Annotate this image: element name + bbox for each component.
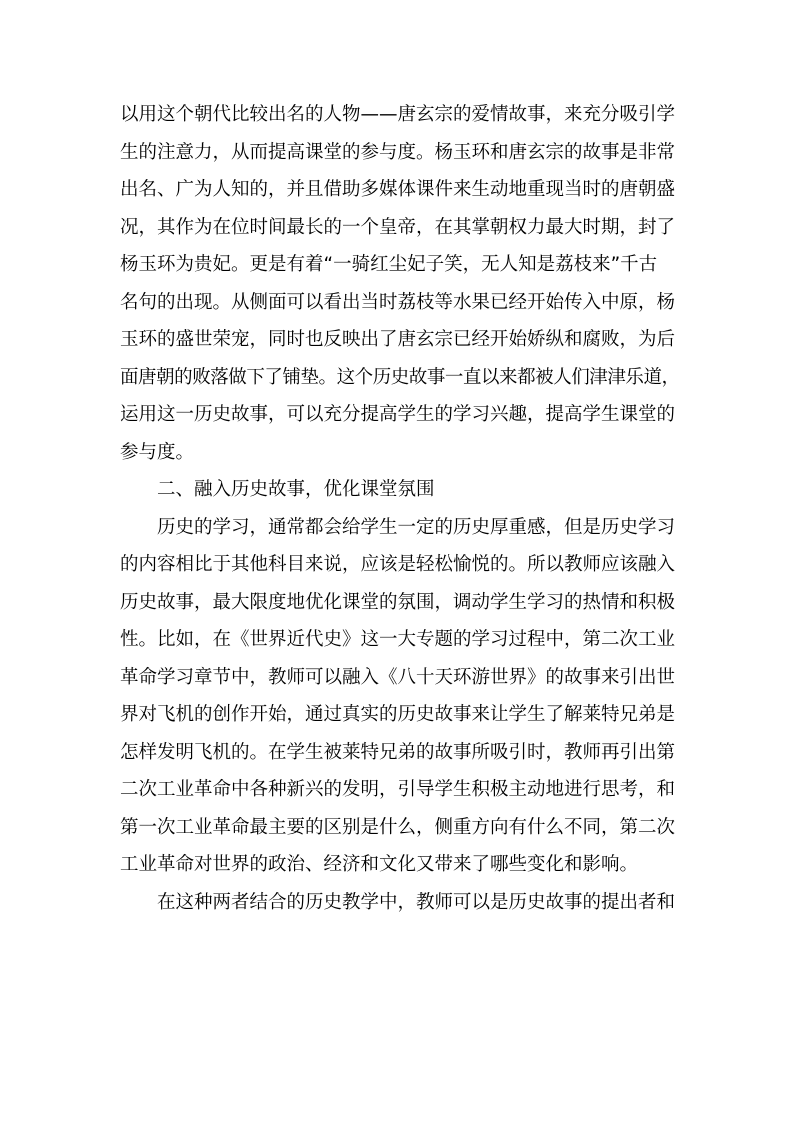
text-line: 革命学习章节中，教师可以融入《八十天环游世界》的故事来引出世	[120, 666, 676, 688]
text-line: 历史的学习，通常都会给学生一定的历史厚重感，但是历史学习	[157, 516, 676, 538]
text-line: 历史故事，最大限度地优化课堂的氛围，调动学生学习的热情和积极	[120, 591, 676, 613]
text-line: 玉环的盛世荣宠，同时也反映出了唐玄宗已经开始娇纵和腐败，为后	[120, 329, 676, 350]
body-text	[120, 96, 680, 921]
text-line: 杨玉环为贵妃。更是有着“一骑红尘妃子笑，无人知是荔枝来”千古	[120, 254, 658, 275]
text-line: 在这种两者结合的历史教学中，教师可以是历史故事的提出者和	[157, 891, 676, 913]
text-line: 以用这个朝代比较出名的人物——唐玄宗的爱情故事，来充分吸引学	[120, 104, 676, 125]
text-line: 二次工业革命中各种新兴的发明，引导学生积极主动地进行思考，和	[120, 779, 676, 800]
text-line: 面唐朝的败落做下了铺垫。这个历史故事一直以来都被人们津津乐道，	[120, 366, 680, 388]
text-line: 况，其作为在位时间最长的一个皇帝，在其掌朝权力最大时期，封了	[120, 216, 676, 238]
text-line: 参与度。	[120, 441, 195, 463]
text-line: 工业革命对世界的政治、经济和文化又带来了哪些变化和影响。	[120, 854, 639, 875]
text-line: 性。比如，在《世界近代史》这一大专题的学习过程中，第二次工业	[120, 629, 676, 650]
text-line: 界对飞机的创作开始，通过真实的历史故事来让学生了解莱特兄弟是	[120, 704, 676, 725]
text-line: 名句的出现。从侧面可以看出当时荔枝等水果已经开始传入中原，杨	[120, 291, 676, 313]
text-line: 出名、广为人知的，并且借助多媒体课件来生动地重现当时的唐朝盛	[120, 179, 676, 200]
section-heading: 二、融入历史故事，优化课堂氛围	[157, 479, 435, 500]
text-line: 运用这一历史故事，可以充分提高学生的学习兴趣，提高学生课堂的	[120, 404, 676, 425]
text-line: 第一次工业革命最主要的区别是什么，侧重方向有什么不同，第二次	[120, 816, 676, 838]
text-line: 的内容相比于其他科目来说，应该是轻松愉悦的。所以教师应该融入	[120, 554, 676, 575]
text-line: 怎样发明飞机的。在学生被莱特兄弟的故事所吸引时，教师再引出第	[120, 741, 676, 763]
text-line: 生的注意力，从而提高课堂的参与度。杨玉环和唐玄宗的故事是非常	[120, 141, 676, 163]
